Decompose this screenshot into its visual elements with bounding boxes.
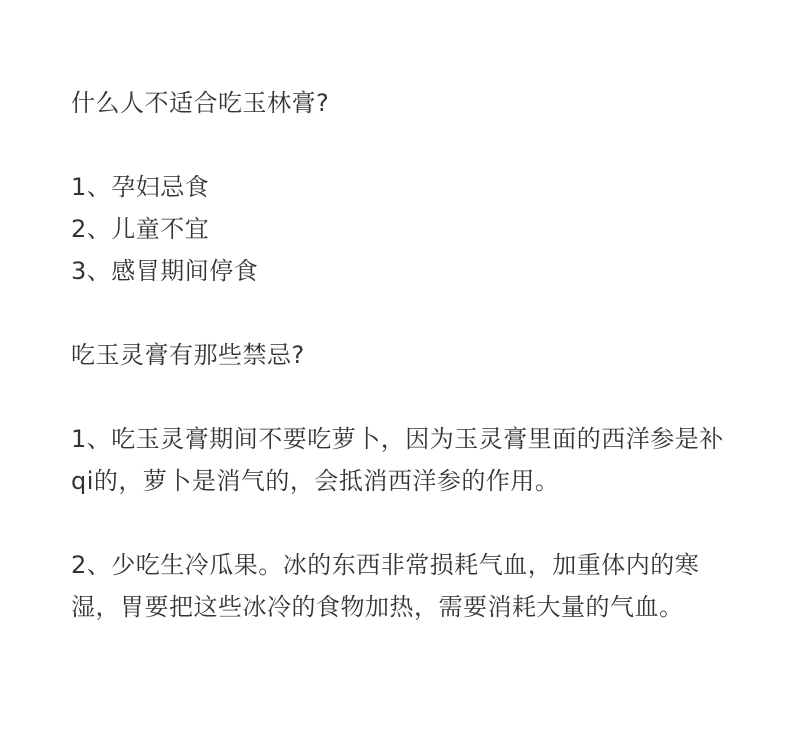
taboo-paragraph-2: 2、少吃生冷瓜果。冰的东西非常损耗气血，加重体内的寒湿，胃要把这些冰冷的食物加热，需要消耗大量的气血。 xyxy=(71,551,700,621)
spacer xyxy=(71,376,736,418)
list-item: 3、感冒期间停食 xyxy=(71,257,259,285)
contraindication-list xyxy=(71,166,736,292)
article-body xyxy=(71,82,736,628)
question-heading-2: 吃玉灵膏有那些禁忌? xyxy=(71,341,305,369)
spacer xyxy=(71,502,736,544)
spacer xyxy=(71,292,736,334)
question-heading-1: 什么人不适合吃玉林膏? xyxy=(71,89,330,117)
list-item: 2、儿童不宜 xyxy=(71,215,210,243)
list-item: 1、孕妇忌食 xyxy=(71,173,210,201)
taboo-paragraph-1: 1、吃玉灵膏期间不要吃萝卜，因为玉灵膏里面的西洋参是补qi的，萝卜是消气的，会抵消西洋参的作用。 xyxy=(71,425,724,495)
spacer xyxy=(71,124,736,166)
